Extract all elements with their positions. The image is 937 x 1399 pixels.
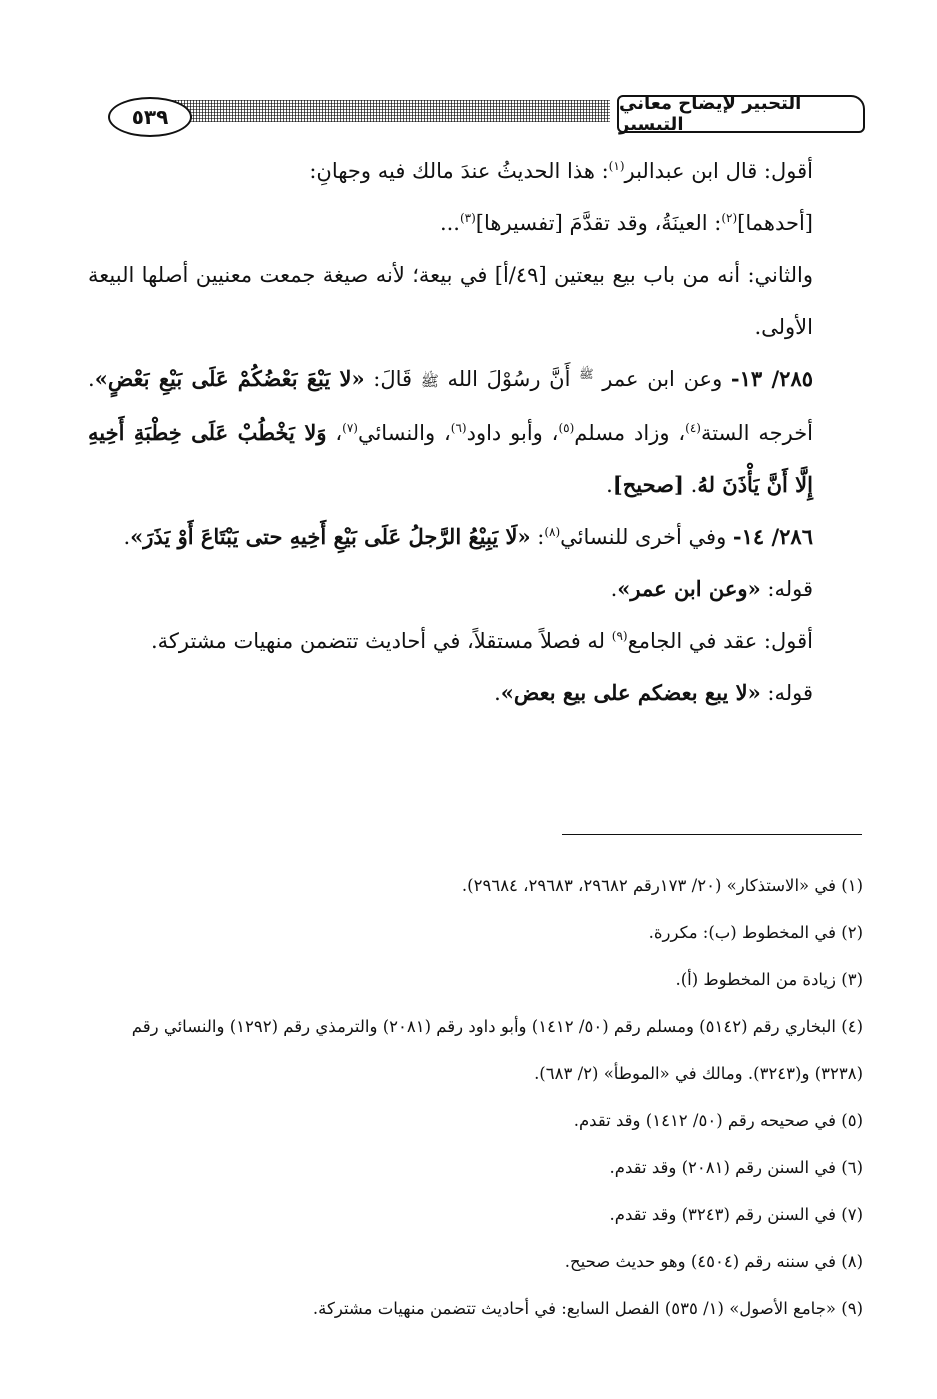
text: : العينَةُ، وقد تقدَّمَ [تفسيرها] [475, 211, 722, 235]
text: قوله: [760, 681, 813, 705]
text: : هذا الحديثُ عندَ مالك فيه وجهانِ: [309, 159, 609, 183]
text: . [123, 525, 131, 549]
text: [أحدهما] [737, 211, 813, 235]
text: أقول: قال ابن عبدالبر [624, 159, 813, 183]
honorific-glyph: ﷺ [579, 367, 594, 381]
text: ، وزاد مسلم [574, 421, 686, 445]
hadith-286 [88, 511, 863, 563]
footnote-separator [562, 834, 862, 835]
footnote-4: (٤) البخاري رقم (٥١٤٢) ومسلم رقم (٥٠/ ١٤١٢) وأبو داود رقم (٢٠٨١) والترمذي رقم (١٢٩٢) والنسائي رقم (٣٢٣٨) و(٣٢٤٣). ومالك في «الموطأ» (٢/ ٦٨٣). [131, 1017, 863, 1083]
page-number: ٥٣٩ [108, 97, 192, 137]
hadith-number: ٢٨٥/ ١٣- [730, 366, 814, 391]
text: ، وأبو داود [466, 421, 559, 445]
footnote-ref: (٨) [544, 525, 561, 539]
book-title: التحبير لإيضاح معاني التيسير [617, 95, 865, 133]
footnote-ref: (٦) [450, 421, 467, 435]
footnote-ref: (٧) [342, 421, 358, 435]
honorific-glyph: ﷺ [420, 372, 439, 390]
footnote-ref: (٣) [459, 211, 476, 225]
paragraph-1 [88, 145, 863, 197]
footnote-ref: (٢) [721, 211, 738, 225]
footnote-3: (٣) زيادة من المخطوط (أ). [675, 970, 863, 989]
text: : [530, 525, 545, 549]
footnote-8: (٨) في سننه رقم (٤٥٠٤) وهو حديث صحيح. [564, 1252, 863, 1271]
text: . أخرجه الستة [88, 367, 814, 445]
hadith-quote: «لا يَبْعَ بَعْضُكُمْ عَلَى بَيْعِ بَعْضٍ» [94, 366, 365, 391]
quoted-phrase: «لا يبع بعضكم على بيع بعض» [500, 680, 761, 705]
text: ... [439, 211, 460, 235]
paragraph-3: والثاني: أنه من باب بيع بيعتين [٤٩/أ] في بيعة؛ لأنه صيغة جمعت معنيين أصلها البيعة الأولى. [88, 263, 813, 339]
header-hatch-band [172, 100, 610, 122]
text: أقول: عقد في الجامع [627, 629, 813, 653]
text: قَالَ: [364, 367, 421, 391]
main-text [88, 145, 863, 719]
text: قوله: [760, 577, 813, 601]
text: . [683, 473, 698, 497]
hadith-grade: [صحيح] [612, 472, 684, 497]
footnote-6: (٦) في السنن رقم (٢٠٨١) وقد تقدم. [609, 1158, 863, 1177]
text: وفي أخرى للنسائي [560, 525, 733, 549]
hadith-quote: «لَا يَبِيْعُ الرَّجلُ عَلَى بَيْعِ أَخِيهِ حتى يَبْتَاعَ أَوْ يَذَرَ» [130, 524, 531, 549]
hadith-quote: وَلا يَخْطُبْ عَلَى خِطْبَةِ أَخِيهِ إِلَّا أَنَّ يَأْذَنَ لهُ [88, 420, 813, 497]
quoted-phrase: «وعن ابن عمر» [617, 576, 761, 601]
footnote-5: (٥) في صحيحه رقم (٥٠/ ١٤١٢) وقد تقدم. [573, 1111, 863, 1130]
text: ، والنسائي [357, 421, 451, 445]
paragraph-2 [88, 197, 863, 249]
footnote-7: (٧) في السنن رقم (٣٢٤٣) وقد تقدم. [609, 1205, 863, 1224]
text: وعن ابن عمر [593, 367, 731, 391]
text: . [494, 681, 501, 705]
footnote-9: (٩) «جامع الأصول» (١/ ٥٣٥) الفصل السابع: في أحاديث تتضمن منهيات مشتركة. [312, 1299, 863, 1318]
paragraph-8 [88, 667, 863, 719]
footnote-ref: (٥) [558, 421, 575, 435]
paragraph-6 [88, 563, 863, 615]
text: أَنَّ رسُوْلَ الله [438, 367, 580, 391]
text: . [606, 473, 613, 497]
hadith-number: ٢٨٦/ ١٤- [732, 524, 813, 549]
footnotes [88, 862, 863, 1332]
footnote-1: (١) في «الاستذكار» (٢٠/ ١٧٣رقم ٢٩٦٨٢، ٢٩٦٨٣، ٢٩٦٨٤). [461, 876, 863, 895]
page-header [100, 95, 865, 145]
text: . [610, 577, 618, 601]
hadith-285 [88, 353, 863, 511]
footnote-2: (٢) في المخطوط (ب): مكررة. [648, 923, 863, 942]
footnote-ref: (٤) [685, 421, 701, 435]
text: ، [326, 421, 343, 445]
footnote-ref: (٩) [611, 629, 628, 643]
paragraph-7 [88, 615, 863, 667]
text: له فصلاً مستقلاً، في أحاديث تتضمن منهيات مشتركة. [150, 629, 612, 653]
footnote-ref: (١) [608, 159, 625, 173]
